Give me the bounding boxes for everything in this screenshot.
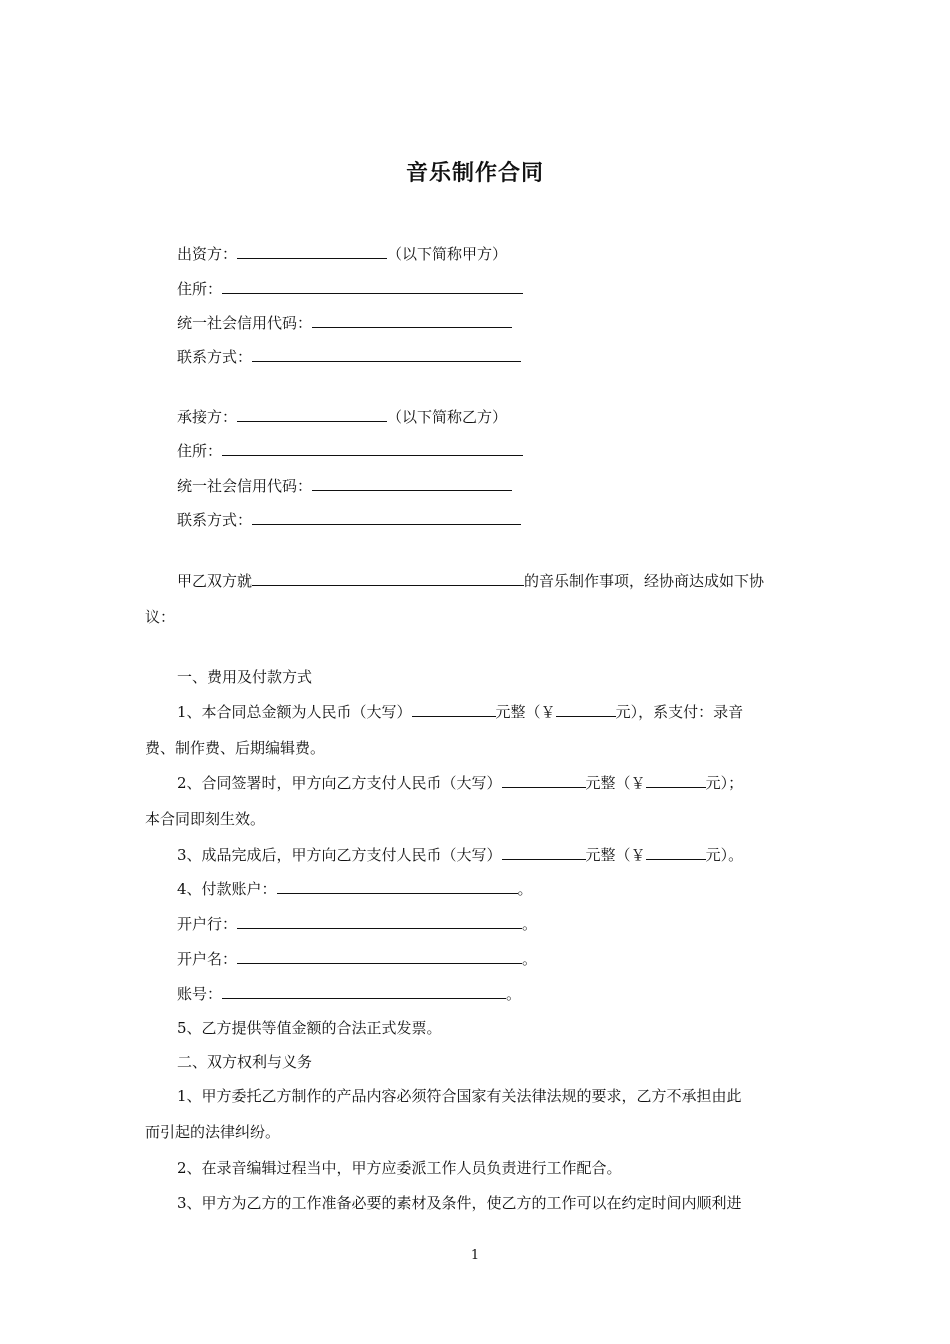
section2-item2: 2、在录音编辑过程当中，甲方应委派工作人员负责进行工作配合。 bbox=[177, 1159, 622, 1177]
bank-blank bbox=[237, 914, 522, 929]
item2-text-c: 元）； bbox=[705, 774, 744, 792]
contact-label: 联系方式： bbox=[177, 348, 253, 366]
period: 。 bbox=[522, 915, 538, 933]
item3-text-b: 元整（￥ bbox=[585, 846, 646, 864]
section1-item3 bbox=[177, 845, 743, 865]
amount-words-blank bbox=[502, 773, 586, 788]
bank-line bbox=[177, 914, 537, 934]
item2-text-a: 2、合同签署时，甲方向乙方支付人民币（大写） bbox=[177, 774, 502, 792]
address-label: 住所： bbox=[177, 280, 223, 298]
item2-text-b: 元整（￥ bbox=[585, 774, 646, 792]
party-a-address-line bbox=[177, 279, 523, 299]
party-b-credit-line bbox=[177, 476, 512, 496]
amount-words-blank bbox=[502, 845, 586, 860]
credit-code-label: 统一社会信用代码： bbox=[177, 477, 313, 495]
address-blank bbox=[222, 441, 523, 456]
contractor-label: 承接方： bbox=[177, 408, 238, 426]
investor-note: （以下简称甲方） bbox=[387, 245, 508, 263]
amount-words-blank bbox=[412, 702, 496, 717]
contact-blank bbox=[252, 347, 521, 362]
contract-title: 音乐制作合同 bbox=[405, 161, 544, 186]
intro-prefix: 甲乙双方就 bbox=[177, 572, 253, 590]
section1-item5: 5、乙方提供等值金额的合法正式发票。 bbox=[177, 1019, 442, 1037]
party-b-contact-line bbox=[177, 510, 521, 530]
amount-number-blank bbox=[646, 845, 706, 860]
investor-blank bbox=[237, 244, 387, 259]
credit-code-label: 统一社会信用代码： bbox=[177, 314, 313, 332]
contact-label: 联系方式： bbox=[177, 511, 253, 529]
page-number: 1 bbox=[470, 1248, 480, 1263]
party-b-contractor-line bbox=[177, 407, 507, 427]
contact-blank bbox=[252, 510, 521, 525]
payment-account-blank bbox=[277, 879, 518, 894]
account-number-blank bbox=[222, 984, 506, 999]
intro-paragraph bbox=[145, 571, 807, 627]
party-a-contact-line bbox=[177, 347, 521, 367]
party-b-address-line bbox=[177, 441, 523, 461]
amount-number-blank bbox=[646, 773, 706, 788]
address-blank bbox=[222, 279, 523, 294]
item1-text-b: 元整（￥ bbox=[495, 703, 556, 721]
payment-account-label: 4、付款账户： bbox=[177, 880, 277, 898]
bank-label: 开户行： bbox=[177, 915, 238, 933]
intro-suffix: 的音乐制作事项，经协商达成如下协 bbox=[524, 572, 765, 590]
section2-item1-line2: 而引起的法律纠纷。 bbox=[145, 1123, 281, 1141]
item2-line2: 本合同即刻生效。 bbox=[145, 810, 266, 828]
account-number-line bbox=[177, 984, 521, 1004]
section1-item1 bbox=[145, 702, 807, 758]
project-blank bbox=[252, 571, 524, 586]
item3-text-a: 3、成品完成后，甲方向乙方支付人民币（大写） bbox=[177, 846, 502, 864]
period: 。 bbox=[517, 880, 533, 898]
account-name-line bbox=[177, 949, 537, 969]
credit-code-blank bbox=[312, 476, 512, 491]
party-a-credit-line bbox=[177, 313, 512, 333]
credit-code-blank bbox=[312, 313, 512, 328]
section2-item1 bbox=[145, 1086, 807, 1142]
item1-line2: 费、制作费、后期编辑费。 bbox=[145, 739, 326, 757]
account-name-blank bbox=[237, 949, 522, 964]
item3-text-c: 元）。 bbox=[705, 846, 744, 864]
period: 。 bbox=[506, 985, 522, 1003]
contractor-note: （以下简称乙方） bbox=[387, 408, 508, 426]
account-number-label: 账号： bbox=[177, 985, 223, 1003]
item1-text-c: 元），系支付：录音 bbox=[615, 703, 744, 721]
section2-item3: 3、甲方为乙方的工作准备必要的素材及条件，使乙方的工作可以在约定时间内顺利进 bbox=[177, 1194, 742, 1212]
party-a-investor-line bbox=[177, 244, 507, 264]
section1-item2 bbox=[145, 773, 807, 829]
address-label: 住所： bbox=[177, 442, 223, 460]
contractor-blank bbox=[237, 407, 387, 422]
section2-heading: 二、双方权利与义务 bbox=[177, 1053, 313, 1071]
section2-item1-line1: 1、甲方委托乙方制作的产品内容必须符合国家有关法律法规的要求，乙方不承担由此 bbox=[177, 1087, 742, 1105]
section1-heading: 一、费用及付款方式 bbox=[177, 668, 313, 686]
payment-account-line bbox=[177, 879, 533, 899]
intro-line2: 议： bbox=[145, 608, 176, 626]
amount-number-blank bbox=[556, 702, 616, 717]
account-name-label: 开户名： bbox=[177, 950, 238, 968]
investor-label: 出资方： bbox=[177, 245, 238, 263]
period: 。 bbox=[522, 950, 538, 968]
item1-text-a: 1、本合同总金额为人民币（大写） bbox=[177, 703, 412, 721]
